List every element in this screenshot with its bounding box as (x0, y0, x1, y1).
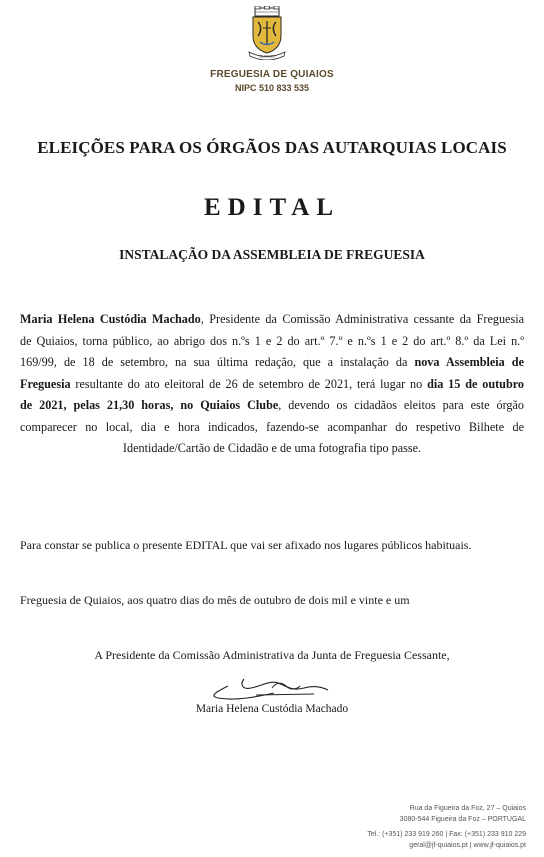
document-subtitle: INSTALAÇÃO DA ASSEMBLEIA DE FREGUESIA (119, 247, 425, 262)
body-line-2: de Quiaios, torna público, ao abrigo dos n.ºs 1 e 2 do art.º 7.º e n.ºs 1 e 2 do art.º 8.º da Lei n.º (20, 333, 524, 348)
body-line-3: 169/99, de 18 de setembro, na sua última redação, que a instalação da nova Assembleia de (20, 355, 524, 369)
body-line-7: Identidade/Cartão de Cidadão e de uma fotografia tipo passe. (122, 441, 422, 455)
org-nipc: NIPC 510 833 535 (234, 83, 310, 93)
crest-motto: QUIAIOS (259, 54, 275, 59)
notice-text: Para constar se publica o presente EDITAL que vai ser afixado nos lugares públicos habituais. (20, 538, 472, 552)
body-line-4: Freguesia resultante do ato eleitoral de 26 de setembro de 2021, terá lugar no dia 15 de outubro (20, 376, 524, 391)
footer-address-city: 3080-544 Figueira da Foz – PORTUGAL (399, 816, 526, 823)
coat-of-arms-icon (244, 6, 290, 60)
president-name: Maria Helena Custódia Machado (20, 312, 201, 326)
document-title: ELEIÇÕES PARA OS ÓRGÃOS DAS AUTARQUIAS LOCAIS (37, 138, 507, 157)
dateline-text: Freguesia de Quiaios, aos quatro dias do mês de outubro de dois mil e vinte e um (20, 593, 410, 607)
signatory-role: A Presidente da Comissão Administrativa da Junta de Freguesia Cessante, (94, 648, 450, 662)
document-type-heading: EDITAL (203, 194, 340, 221)
body-line-6: comparecer no local, dia e hora indicados, fazendo-se acompanhar do respetivo Bilhete de (20, 419, 524, 434)
footer-email-web: geral@jf-quiaios.pt | www.jf-quiaios.pt (409, 842, 526, 849)
footer-address-street: Rua da Figueira da Foz, 27 – Quiaios (409, 805, 526, 812)
handwritten-signature (196, 668, 346, 708)
footer-phone-fax: Tel.: (+351) 233 919 260 | Fax: (+351) 233 910 229 (367, 831, 526, 838)
body-line-1: Maria Helena Custódia Machado, Presidente da Comissão Administrativa cessante da Freguesia (20, 312, 525, 326)
signatory-name: Maria Helena Custódia Machado (195, 703, 349, 715)
body-paragraph (20, 309, 524, 460)
org-name: FREGUESIA DE QUIAIOS (210, 69, 334, 80)
body-line-5: de 2021, pelas 21,30 horas, no Quiaios Clube, devendo os cidadãos eleitos para este órgão (20, 398, 525, 412)
